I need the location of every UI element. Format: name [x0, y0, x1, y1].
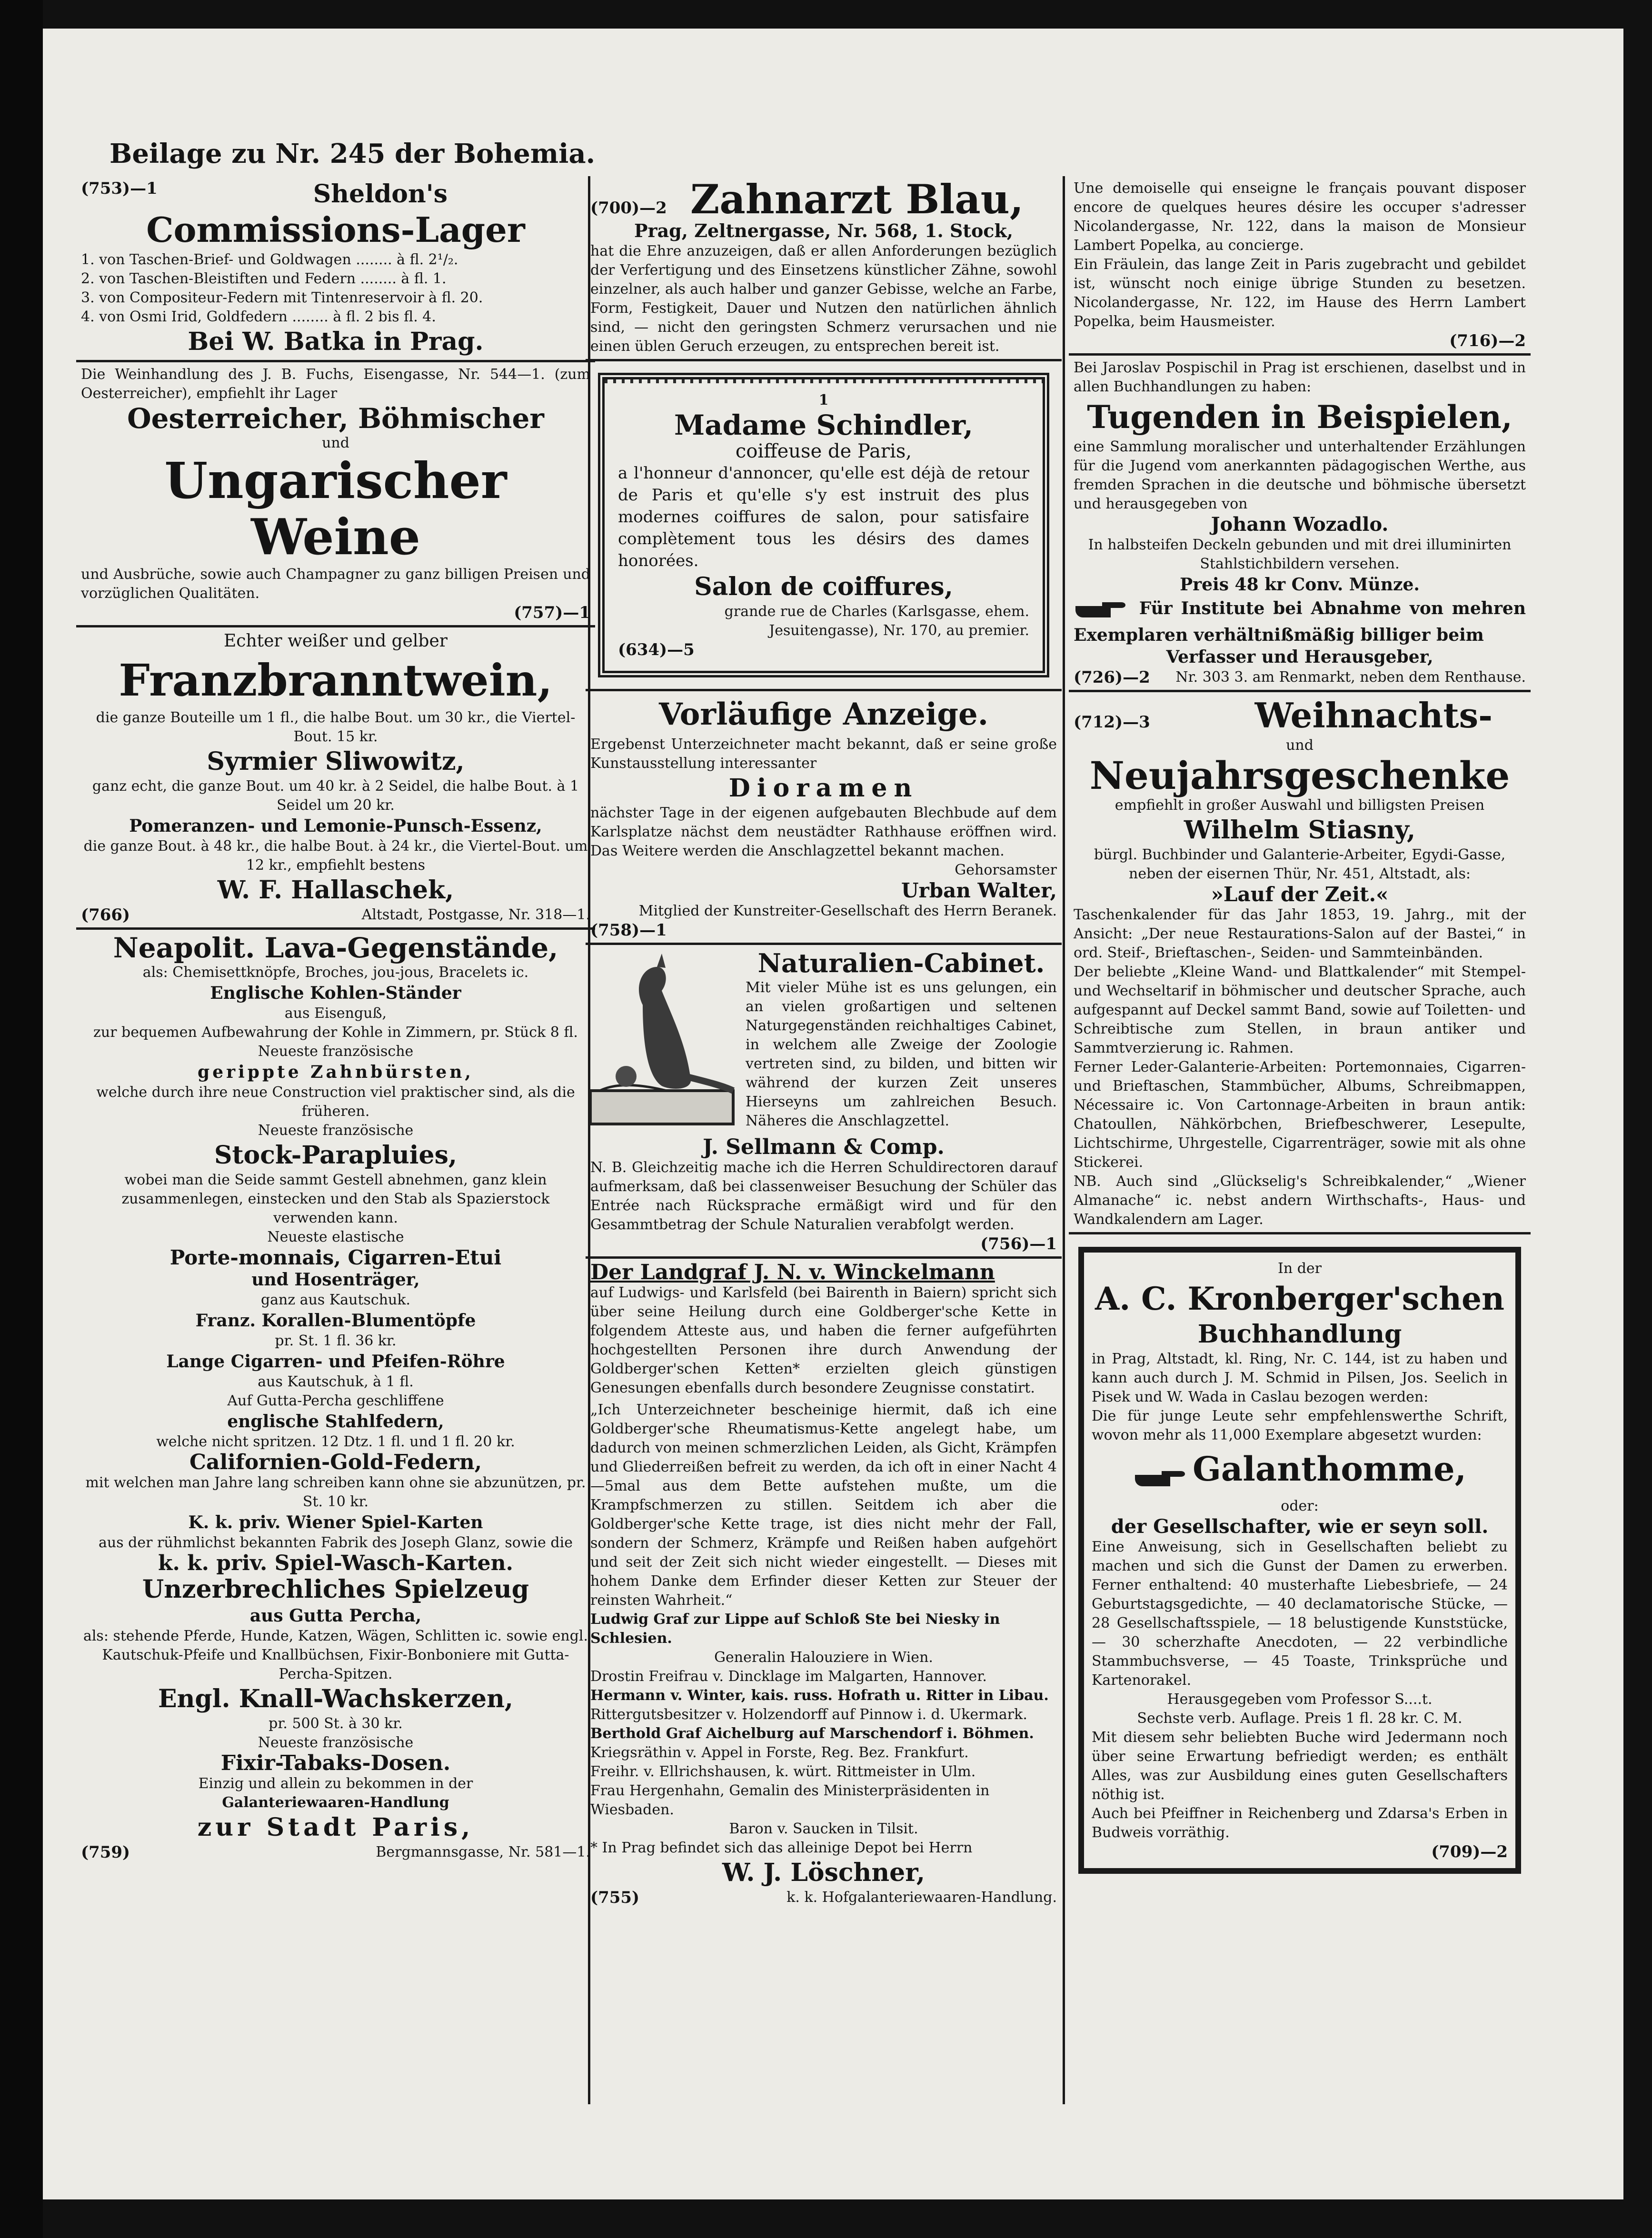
ad-urban-walter	[586, 691, 1062, 945]
testimonial: Frau Hergenhahn, Gemalin des Ministerpräsidenten in Wiesbaden.	[590, 1782, 990, 1818]
ad-kronberger	[1069, 1234, 1531, 1886]
ad-salon: Salon de coiffures,	[694, 572, 953, 601]
ad-body-2: N. B. Gleichzeitig mache ich die Herren Schuldirectoren darauf aufmerksam, daß bei classenweiser Besuchung der Schüler das Entrée nach Rücksprache ermäßigt wird und für den Gesammtbetrag der Schule Naturalien verabfolgt werden.	[590, 1159, 1057, 1233]
ad-author: Johann Wozadlo.	[1211, 513, 1389, 536]
ad-body-2: bürgl. Buchbinder und Galanterie-Arbeiter, Egydi-Gasse, neben der eisernen Thür, Nr. 451, Altstadt, als:	[1094, 846, 1506, 882]
ad-name: W. J. Löschner,	[722, 1858, 925, 1887]
ad-ref: (712)—3	[1074, 713, 1150, 732]
ad-text: und Hosenträger,	[251, 1270, 420, 1290]
ad-fuchs	[76, 362, 595, 627]
ad-body-1: die ganze Bouteille um 1 fl., die halbe Bout. um 30 kr., die Viertel-Bout. 15 kr.	[96, 709, 576, 745]
testimonial: Generalin Halouziere in Wien.	[714, 1649, 933, 1666]
ad-text: Neueste elastische	[267, 1229, 404, 1245]
ad-ref: (753)—1	[81, 179, 158, 198]
ad-ref: (756)—1	[980, 1234, 1057, 1253]
ad-text: als: stehende Pferde, Hunde, Katzen, Wägen, Schlitten ic. sowie engl. Kautschuk-Pfeife und Knallbüchsen, Fixir-Bonboniere mit Gutta-Percha-Spitzen.	[83, 1628, 588, 1682]
ad-text: mit welchen man Jahre lang schreiben kann ohne sie abzunützen, pr. St. 10 kr.	[85, 1474, 586, 1510]
ad-pospischil	[1069, 356, 1531, 692]
ornamental-frame	[598, 373, 1049, 677]
ad-naturalien-cabinet	[586, 945, 1062, 1259]
ad-text: aus Kautschuk, à 1 fl.	[258, 1373, 414, 1390]
ad-heading-2: der Gesellschafter, wie er seyn soll.	[1111, 1515, 1489, 1538]
ad-text: Neueste französische	[258, 1122, 414, 1139]
ad-body-3: Für Institute bei Abnahme von mehren Exemplaren verhältnißmäßig billiger beim	[1074, 598, 1526, 645]
ad-text: welche durch ihre neue Construction viel praktischer sind, als die früheren.	[96, 1084, 575, 1120]
ad-body-6: Mit diesem sehr beliebten Buche wird Jedermann noch über seine Erwartung befriedigt werden; es enthält Alles, was zur Ausbildung eines guten Gesellschafters nöthig ist.	[1092, 1729, 1508, 1803]
ad-line-2: Ungarischer Weine	[164, 451, 507, 566]
ad-text: aus der rühmlichst bekannten Fabrik des Joseph Glanz, sowie die	[99, 1534, 573, 1551]
ad-text: Einzig und allein zu bekommen in der	[198, 1775, 473, 1792]
ad-ref: (766)	[81, 905, 130, 925]
ad-demoiselle	[1069, 176, 1531, 356]
item-1: 1. von Taschen-Brief- und Goldwagen ........ à fl. 2¹/₂.	[81, 251, 458, 268]
ad-heading: Porte-monnais, Cigarren-Etui	[169, 1246, 502, 1269]
ad-title: Franzbranntwein,	[119, 655, 553, 706]
ad-sheldon	[76, 176, 595, 362]
ad-body: und Ausbrüche, sowie auch Champagner zu ganz billigen Preisen und vorzüglichen Qualitäten.	[81, 566, 590, 602]
ad-body-5: Sechste verb. Auflage. Preis 1 fl. 28 kr. C. M.	[1137, 1710, 1463, 1727]
testimonial: Kriegsräthin v. Appel in Forste, Reg. Bez. Frankfurt.	[590, 1744, 969, 1761]
ad-sub-2: Pomeranzen- und Lemonie-Punsch-Essenz,	[129, 816, 542, 836]
ad-text: Neueste französische	[258, 1043, 414, 1060]
ad-ref: (634)—5	[618, 640, 695, 659]
ad-sub: coiffeuse de Paris,	[735, 440, 912, 462]
ad-name: Wilhelm Stiasny,	[1184, 816, 1416, 845]
ad-body-2: ganz echt, die ganze Bout. um 40 kr. à 2 Seidel, die halbe Bout. à 1 Seidel um 20 kr.	[92, 778, 579, 814]
ad-sig-2: Mitglied der Kunstreiter-Gesellschaft des Herrn Beranek.	[638, 903, 1057, 919]
ad-body-1: Une demoiselle qui enseigne le français pouvant disposer encore de quelques heures désire les occuper s'adresser Nicolandergasse, Nr. 122, dans la maison de Monsieur Lambert Popelka, au concierge.	[1074, 180, 1526, 254]
column-1	[76, 176, 595, 2128]
testimonial: Berthold Graf Aichelburg auf Marschendorf i. Böhmen.	[590, 1725, 1034, 1742]
ad-publisher: Verfasser und Herausgeber,	[1166, 647, 1433, 667]
ad-ref: (758)—1	[590, 921, 667, 940]
column-2	[586, 176, 1062, 2128]
ad-intro: Die Weinhandlung des J. B. Fuchs, Eisengasse, Nr. 544—1. (zum Oesterreicher), empfiehlt ihr Lager	[81, 366, 590, 402]
ad-body-5: Ferner Leder-Galanterie-Arbeiten: Portemonnaies, Cigarren- und Brieftaschen, Stammbücher, Albums, Schreibmappen, Nécessaire ic. Von Cartonnage-Arbeiten in braun antik: Chatoullen, Nähkörbchen, Briefbeschwerer, Lesepulte, Lichtschirme, Uhrgestelle, Cigarrenträger, sowie mit als ohne Stickerei.	[1074, 1059, 1526, 1171]
ad-heading: k. k. priv. Spiel-Wasch-Karten.	[158, 1551, 513, 1575]
ad-title: Tugenden in Beispielen,	[1087, 398, 1513, 436]
ad-addr: k. k. Hofgalanteriewaaren-Handlung.	[786, 1889, 1057, 1906]
ad-heading: englische Stahlfedern,	[227, 1412, 444, 1432]
ad-top: In der	[1277, 1260, 1322, 1277]
ad-title: A. C. Kronberger'schen	[1095, 1280, 1504, 1317]
ad-ref: (757)—1	[514, 603, 590, 622]
ad-title-2: Neujahrsgeschenke	[1089, 753, 1510, 798]
ad-title-1: Weihnachts-	[1254, 695, 1493, 736]
column-rule-2	[1063, 176, 1065, 2104]
ad-heading: Unzerbrechliches Spielzeug	[142, 1575, 529, 1604]
ad-body-7: Auch bei Pfeiffner in Reichenberg und Zdarsa's Erben in Budweis vorräthig.	[1092, 1805, 1508, 1841]
ad-subtitle: Commissions-Lager	[146, 209, 525, 250]
ad-top: Echter weißer und gelber	[224, 631, 448, 651]
ad-body-2: Die für junge Leute sehr empfehlenswerthe Schrift, wovon mehr als 11,000 Exemplare abgesetzt wurden:	[1092, 1408, 1508, 1443]
testimonial: Rittergutsbesitzer v. Holzendorff auf Pinnow i. d. Ukermark.	[590, 1706, 1027, 1723]
ad-hallaschek	[76, 627, 595, 930]
ad-madame-schindler	[586, 361, 1062, 691]
ad-body-4: Herausgegeben vom Professor S....t.	[1167, 1691, 1433, 1708]
ad-body-4: Der beliebte „Kleine Wand- und Blattkalender“ mit Stempel- und Wechseltarif in böhmischer und deutscher Sprache, auch aufgespannt auf Deckel sammt Band, sowie auf Toiletten- und Schreibtische zum Stellen, in braun antiker und Sammtverzierung ic. Rahmen.	[1074, 964, 1526, 1056]
ad-oder: oder:	[1281, 1497, 1319, 1514]
ad-addr: Prag, Zeltnergasse, Nr. 568, 1. Stock,	[634, 220, 1014, 241]
ad-heading: Stock-Parapluies,	[214, 1141, 458, 1170]
ad-sub-1: Syrmier Sliwowitz,	[207, 747, 465, 776]
ad-body-1: Ergebenst Unterzeichneter macht bekannt, daß er seine große Kunstausstellung interessanter	[590, 736, 1057, 772]
ad-ref: (716)—2	[1449, 331, 1526, 350]
ad-ref: (709)—2	[1431, 1842, 1508, 1861]
ad-body-3: Eine Anweisung, sich in Gesellschaften beliebt zu machen und sich die Gunst der Damen zu erwerben. Ferner enthaltend: 40 musterhafte Liebesbriefe, — 24 Geburtstagsgedichte, — 40 declamatorische Stücke, — 28 Gesellschaftsspiele, — 18 belustigende Kunststücke, — 30 scherzhafte Anecdoten, — 22 verbindliche Stammbuchsverse, — 45 Toaste, Trinksprüche und Kartenorakel.	[1092, 1538, 1508, 1689]
ad-stadt-paris	[76, 930, 595, 1865]
ad-quote: „Ich Unterzeichneter bescheinige hiermit, daß ich eine Goldberger'sche Rheumatismus-Kette angelegt habe, um dadurch von meinen schmerzlichen Leiden, als Gicht, Krämpfen und Gliederreißen befreit zu werden, da ich oft in einer Nacht 4—5mal aus dem Bette aufstehen mußte, um die Krampfschmerzen zu stillen. Seitdem ich aber die Goldberger'sche Kette trage, ist dies nicht mehr der Fall, sondern der Schmerz, Krämpfe und Reißen haben aufgehört und seit der Zeit sich nicht wieder eingestellt. — Dieses mit hohem Danke dem Erfinder dieser Ketten zur Steuer der reinsten Wahrheit.“	[590, 1402, 1057, 1609]
pointing-hand-icon	[1133, 1464, 1190, 1493]
ad-addr: grande rue de Charles (Karlsgasse, ehem. Jesuitengasse), Nr. 170, au premier.	[724, 603, 1029, 639]
item-3: 3. von Compositeur-Federn mit Tintenreservoir à fl. 20.	[81, 289, 483, 306]
testimonial: Baron v. Saucken in Tilsit.	[729, 1820, 918, 1837]
ad-body-1: Mit vieler Mühe ist es uns gelungen, ein an vielen großartigen und seltenen Naturgegenständen reichhaltiges Cabinet, in welchem alle Zweige der Zoologie vertreten sind, zu bilden, und bitten wir während der kurzen Zeit unseres Hierseyns um zahlreichen Besuch. Näheres die Anschlagzettel.	[746, 979, 1057, 1129]
ad-text: Auf Gutta-Percha geschliffene	[227, 1393, 444, 1409]
ad-heading: »Lauf der Zeit.«	[1211, 883, 1389, 906]
ad-text: pr. 500 St. à 30 kr.	[269, 1715, 403, 1732]
ad-title: Sheldon's	[313, 179, 448, 209]
item-4: 4. von Osmi Irid, Goldfedern ........ à fl. 2 bis fl. 4.	[81, 308, 436, 325]
ad-sub: Buchhandlung	[1197, 1320, 1402, 1349]
column-3	[1069, 176, 1531, 2128]
ad-text: pr. St. 1 fl. 36 kr.	[275, 1333, 397, 1349]
ad-body-6: NB. Auch sind „Glückselig's Schreibkalender,“ „Wiener Almanache“ ic. nebst andern Wirthschafts-, Haus- und Wandkalendern am Lager.	[1074, 1173, 1526, 1228]
ad-heading: zur Stadt Paris,	[197, 1813, 474, 1842]
scan-border	[0, 0, 43, 2238]
ad-text: Galanteriewaaren-Handlung	[222, 1794, 449, 1811]
ad-price: Preis 48 kr Conv. Münze.	[1180, 575, 1420, 595]
kangaroo-illustration	[590, 948, 738, 1134]
ad-ref: (700)—2	[590, 199, 667, 218]
ad-sig: Gehorsamster	[955, 862, 1057, 878]
ad-name: Urban Walter,	[901, 879, 1057, 902]
ad-ref: (726)—2	[1074, 668, 1150, 687]
ad-body-2: In halbsteifen Deckeln gebunden und mit drei illuminirten Stahlstichbildern versehen.	[1088, 537, 1512, 572]
ad-line-1: Oesterreicher, Böhmischer	[127, 402, 544, 435]
ad-name: J. Sellmann & Comp.	[703, 1135, 945, 1159]
ad-title: Madame Schindler,	[674, 409, 973, 441]
ad-body-3: Taschenkalender für das Jahr 1853, 19. Jahrg., mit der Ansicht: „Der neue Restaurations-Salon auf der Bastei,“ in ord. Steif-, Brieftaschen-, Seiden- und Sammteinbänden.	[1074, 906, 1526, 961]
ad-ref: (755)	[590, 1888, 640, 1907]
ad-title: Zahnarzt Blau,	[690, 176, 1024, 223]
ad-title: Vorläufige Anzeige.	[658, 696, 989, 732]
ad-addr: Nr. 303 3. am Renmarkt, neben dem Renthause.	[1175, 669, 1526, 686]
ad-heading: Dioramen	[728, 774, 919, 803]
ad-body-1: in Prag, Altstadt, kl. Ring, Nr. C. 144, ist zu haben und kann auch durch J. M. Schmid in Pilsen, Jos. Seelich in Pisek und W. Wada in Caslau bezogen werden:	[1092, 1351, 1508, 1405]
ad-text: zur bequemen Aufbewahrung der Kohle in Zimmern, pr. Stück 8 fl.	[93, 1024, 578, 1041]
testimonial: Freihr. v. Ellrichshausen, k. würt. Rittmeister in Ulm.	[590, 1763, 976, 1780]
ad-heading: K. k. priv. Wiener Spiel-Karten	[188, 1512, 483, 1532]
ad-body-3: die ganze Bout. à 48 kr., die halbe Bout. à 24 kr., die Viertel-Bout. um 12 kr., empfiehlt bestens	[83, 838, 588, 874]
ad-goldberger	[586, 1259, 1062, 1910]
testimonial: Hermann v. Winter, kais. russ. Hofrath u. Ritter in Libau.	[590, 1687, 1049, 1704]
ad-title: Naturalien-Cabinet.	[757, 948, 1045, 978]
ad-text: aus Gutta Percha,	[249, 1606, 422, 1626]
ad-heading: Lange Cigarren- und Pfeifen-Röhre	[166, 1352, 505, 1372]
ad-heading: Galanthomme,	[1193, 1449, 1467, 1489]
ad-heading: Franz. Korallen-Blumentöpfe	[195, 1311, 476, 1331]
ad-text: Neueste französische	[258, 1734, 414, 1751]
frame-mark: 1	[818, 392, 829, 408]
ad-text: welche nicht spritzen. 12 Dtz. 1 fl. und 1 fl. 20 kr.	[156, 1433, 515, 1450]
ad-body-1: eine Sammlung moralischer und unterhaltender Erzählungen für die Jugend vom anerkannten pädagogischen Werthe, aus fremden Sprachen in die deutsche und böhmische übersetzt und herausgegeben von	[1074, 438, 1526, 512]
testimonial: Ludwig Graf zur Lippe auf Schloß Ste bei Niesky in Schlesien.	[590, 1611, 1000, 1647]
ad-note: * In Prag befindet sich das alleinige Depot bei Herrn	[590, 1840, 973, 1856]
ad-und: und	[322, 435, 349, 451]
ad-body: a l'honneur d'annoncer, qu'elle est déjà de retour de Paris et qu'elle s'y est instruit des plus modernes coiffures de salon, pour satisfaire complètement tous les désirs des dames honorées.	[618, 464, 1029, 570]
ad-title: Der Landgraf J. N. v. Winckelmann	[590, 1260, 995, 1284]
ad-zahnarzt-blau	[586, 176, 1062, 361]
ad-body-1: empfiehlt in großer Auswahl und billigsten Preisen	[1115, 797, 1485, 814]
pointing-hand-icon	[1074, 596, 1131, 624]
page-header: Beilage zu Nr. 245 der Bohemia.	[109, 138, 596, 169]
ad-body: hat die Ehre anzuzeigen, daß er allen Anforderungen bezüglich der Verfertigung und des Einsetzens künstlicher Zähne, sowohl einzelner, als auch halber und ganzer Gebisse, welche an Farbe, Form, Festigkeit, Dauer und Nutzen den natürlichen ähnlich sind, — nicht den geringsten Schmerz verursachen und nie einen üblen Geruch erzeugen, zu entsprechen bereit ist.	[590, 243, 1057, 355]
ad-name: W. F. Hallaschek,	[217, 875, 454, 905]
ad-addr: Bergmannsgasse, Nr. 581—1.	[376, 1844, 590, 1860]
ad-heading: Engl. Knall-Wachskerzen,	[158, 1684, 514, 1713]
ad-heading: Californien-Gold-Federn,	[189, 1450, 482, 1474]
ad-ref: (759)	[81, 1843, 130, 1862]
item-2: 2. von Taschen-Bleistiften und Federn ........ à fl. 1.	[81, 270, 447, 287]
ad-addr: Altstadt, Postgasse, Nr. 318—1.	[361, 906, 590, 923]
ad-und: und	[1286, 737, 1314, 754]
boxed-ad-frame	[1078, 1247, 1521, 1874]
ad-body-2: Ein Fräulein, das lange Zeit in Paris zugebracht und gebildet ist, wünscht noch einige übrige Stunden zu besetzen. Nicolandergasse, Nr. 122, im Hause des Herrn Lambert Popelka, beim Hausmeister.	[1074, 256, 1526, 330]
ad-text: als: Chemisettknöpfe, Broches, jou-jous, Bracelets ic.	[142, 964, 529, 981]
ad-stiasny	[1069, 692, 1531, 1234]
ad-text: ganz aus Kautschuk.	[260, 1292, 411, 1308]
ad-text: wobei man die Seide sammt Gestell abnehmen, ganz klein zusammenlegen, einstecken und den Stab als Spazierstock verwenden kann.	[121, 1172, 550, 1226]
ad-heading: Englische Kohlen-Ständer	[210, 983, 461, 1003]
ad-title: Neapolit. Lava-Gegenstände,	[113, 932, 558, 964]
ad-heading: gerippte Zahnbürsten,	[198, 1062, 474, 1082]
ad-body-2: nächster Tage in der eigenen aufgebauten Blechbude auf dem Karlsplatze nächst dem neustädter Rathhause eröffnen wird. Das Weitere werden die Anschlagzettel bekannt machen.	[590, 805, 1057, 859]
ad-intro: Bei Jaroslav Pospischil in Prag ist erschienen, daselbst und in allen Buchhandlungen zu haben:	[1074, 359, 1526, 395]
ad-body: auf Ludwigs- und Karlsfeld (bei Bairenth in Baiern) spricht sich über seine Heilung durch eine Goldberger'sche Kette in folgendem Atteste aus, und haben die ferner aufgeführten hochgestellten Personen ihre durch Anwendung der Goldberger'schen Ketten* erzielten gleich günstigen Genesungen ebenfalls durch besondere Zeugnisse constatirt.	[590, 1284, 1057, 1396]
ad-text: aus Eisenguß,	[284, 1005, 387, 1022]
ad-heading: Fixir-Tabaks-Dosen.	[220, 1751, 451, 1775]
testimonial: Drostin Freifrau v. Dincklage im Malgarten, Hannover.	[590, 1668, 987, 1685]
ad-footer: Bei W. Batka in Prag.	[188, 327, 484, 356]
